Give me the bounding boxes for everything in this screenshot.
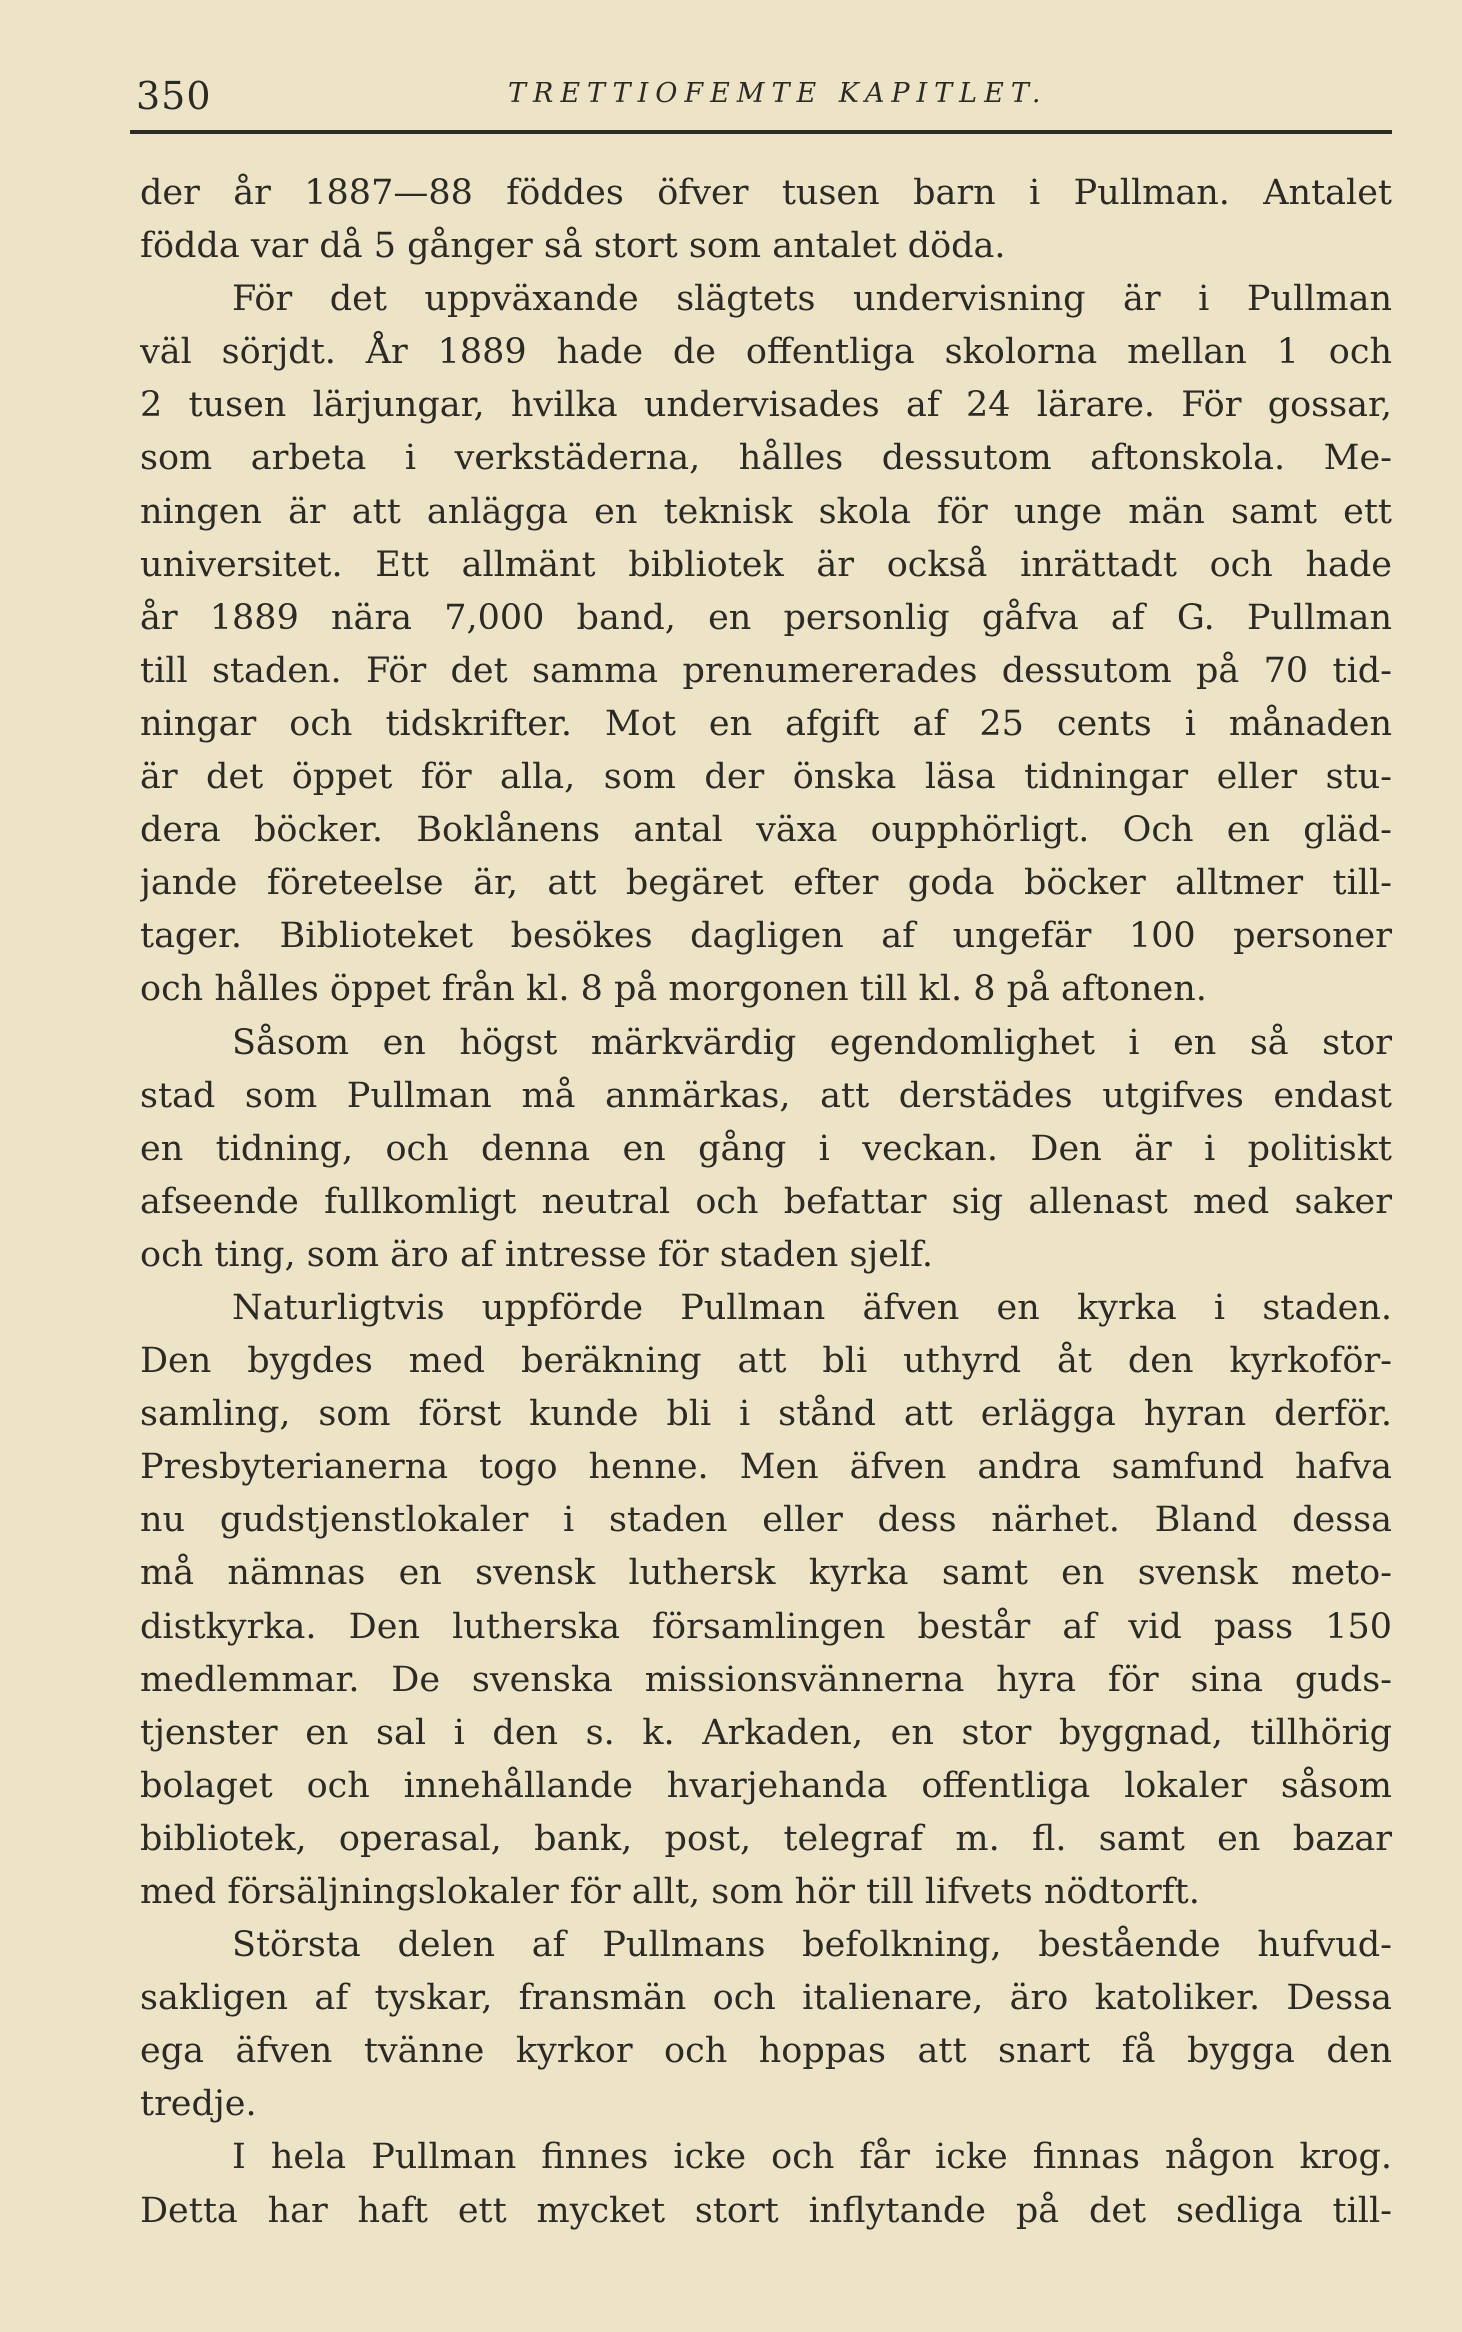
text-line: som arbeta i verkstäderna, hålles dessutom aftonskola. Me- bbox=[140, 438, 1392, 479]
text-line: en tidning, och denna en gång i veckan. Den är i politiskt bbox=[140, 1128, 1392, 1169]
text-line: samling, som först kunde bli i stånd att erlägga hyran derför. bbox=[140, 1394, 1392, 1435]
text-line: ningen är att anlägga en teknisk skola för unge män samt ett bbox=[140, 491, 1392, 532]
page-header bbox=[128, 66, 1398, 126]
text-line: ningar och tidskrifter. Mot en afgift af 25 cents i månaden bbox=[140, 703, 1392, 744]
body-text bbox=[140, 167, 1392, 2238]
text-line: För det uppväxande slägtets undervisning är i Pullman bbox=[232, 279, 1392, 320]
text-line: afseende fullkomligt neutral och befattar sig allenast med saker bbox=[140, 1181, 1392, 1222]
text-line: Den bygdes med beräkning att bli uthyrd åt den kyrkoför- bbox=[140, 1341, 1392, 1382]
text-line: sakligen af tyskar, fransmän och italienare, äro katoliker. Dessa bbox=[140, 1978, 1392, 2019]
text-line: år 1889 nära 7,000 band, en personlig gåfva af G. Pullman bbox=[140, 597, 1392, 638]
text-line: tjenster en sal i den s. k. Arkaden, en stor byggnad, tillhörig bbox=[140, 1712, 1392, 1753]
text-line: må nämnas en svensk luthersk kyrka samt en svensk meto- bbox=[140, 1553, 1392, 1594]
text-line: med försäljningslokaler för allt, som hör till lifvets nödtorft. bbox=[140, 1872, 1200, 1912]
text-line: och ting, som äro af intresse för staden sjelf. bbox=[140, 1234, 934, 1275]
text-line: Såsom en högst märkvärdig egendomlighet i en så stor bbox=[232, 1022, 1392, 1063]
text-line: till staden. För det samma prenumererades dessutom på 70 tid- bbox=[140, 650, 1392, 691]
text-line: Presbyterianerna togo henne. Men äfven andra samfund hafva bbox=[140, 1447, 1392, 1488]
text-line: tager. Biblioteket besökes dagligen af ungefär 100 personer bbox=[140, 916, 1392, 957]
text-line: I hela Pullman finnes icke och får icke finnas någon krog. bbox=[232, 2137, 1392, 2178]
text-line: bibliotek, operasal, bank, post, telegraf m. fl. samt en bazar bbox=[140, 1818, 1392, 1859]
text-line: bolaget och innehållande hvarjehanda offentliga lokaler såsom bbox=[140, 1765, 1392, 1806]
text-line: stad som Pullman må anmärkas, att derstädes utgifves endast bbox=[140, 1075, 1392, 1116]
text-line: väl sörjdt. År 1889 hade de offentliga skolorna mellan 1 och bbox=[140, 332, 1392, 373]
header-rule bbox=[130, 130, 1392, 134]
text-line: födda var då 5 gånger så stort som antalet döda. bbox=[140, 226, 1006, 267]
text-line: medlemmar. De svenska missionsvännerna hyra för sina guds- bbox=[140, 1659, 1392, 1700]
text-line: Detta har haft ett mycket stort inflytande på det sedliga till- bbox=[140, 2190, 1392, 2231]
text-line: distkyrka. Den lutherska församlingen består af vid pass 150 bbox=[140, 1606, 1392, 1647]
running-title: TRETTIOFEMTE KAPITLET. bbox=[508, 78, 1048, 109]
text-line: tredje. bbox=[140, 2084, 257, 2125]
page-number: 350 bbox=[136, 74, 212, 118]
text-line: är det öppet för alla, som der önska läsa tidningar eller stu- bbox=[140, 757, 1392, 798]
text-line: ega äfven tvänne kyrkor och hoppas att snart få bygga den bbox=[140, 2031, 1392, 2072]
text-line: dera böcker. Boklånens antal växa oupphörligt. Och en gläd- bbox=[140, 810, 1392, 851]
text-line: och hålles öppet från kl. 8 på morgonen till kl. 8 på aftonen. bbox=[140, 969, 1207, 1010]
text-line: Största delen af Pullmans befolkning, bestående hufvud- bbox=[232, 1925, 1392, 1966]
text-line: der år 1887—88 föddes öfver tusen barn i Pullman. Antalet bbox=[140, 173, 1392, 213]
text-line: nu gudstjenstlokaler i staden eller dess närhet. Bland dessa bbox=[140, 1500, 1392, 1541]
text-line: Naturligtvis uppförde Pullman äfven en kyrka i staden. bbox=[232, 1287, 1392, 1328]
text-line: 2 tusen lärjungar, hvilka undervisades af 24 lärare. För gossar, bbox=[140, 385, 1392, 426]
text-line: universitet. Ett allmänt bibliotek är också inrättadt och hade bbox=[140, 544, 1392, 585]
text-line: jande företeelse är, att begäret efter goda böcker alltmer till- bbox=[140, 863, 1392, 904]
